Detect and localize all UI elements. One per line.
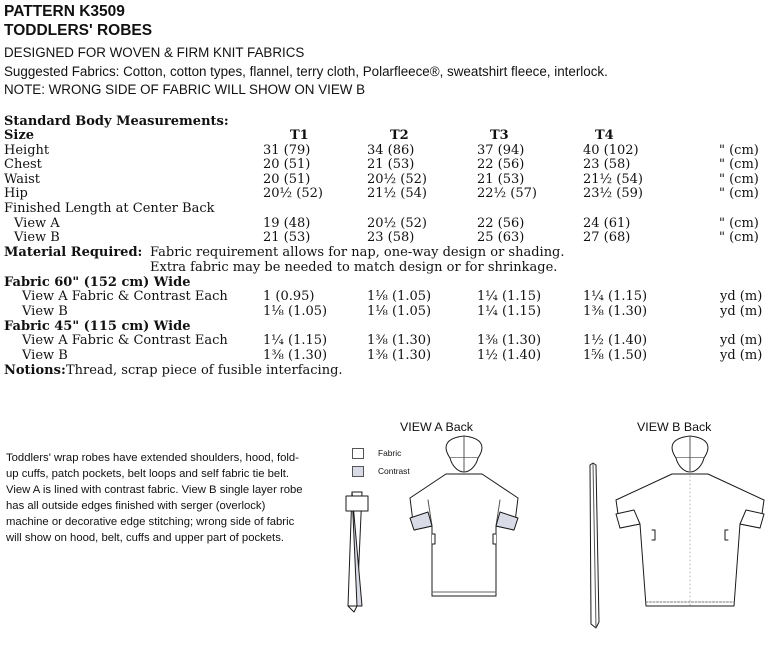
- size-header-t2: T2: [390, 128, 409, 143]
- row-value: 24 (61): [583, 215, 631, 231]
- row-label: View A Fabric & Contrast Each: [22, 289, 228, 305]
- row-label: View B: [22, 347, 68, 363]
- row-value: 1⅜ (1.30): [367, 333, 432, 349]
- row-value: 22½ (57): [477, 186, 537, 202]
- pattern-description: Toddlers' wrap robes have extended shoulders, hood, fold-up cuffs, patch pockets, belt loops and self fabric tie belt. View A is lined with contrast fabric. View B single layer robe has all outside edges finished with serger (overlock) machine or decorative edge stitching; wrong side of fabric will show on hood, belt, cuffs and upper part of pockets.: [6, 452, 303, 544]
- row-value: 20 (51): [263, 157, 311, 173]
- row-value: 31 (79): [263, 142, 311, 158]
- row-unit: yd (m): [720, 289, 763, 305]
- row-label: Hip: [4, 186, 28, 202]
- row-value: 1¼ (1.15): [583, 289, 648, 305]
- row-label: View A Fabric & Contrast Each: [22, 333, 228, 349]
- pattern-name: TODDLERS' ROBES: [4, 22, 153, 39]
- row-value: 1⅛ (1.05): [263, 303, 328, 319]
- row-label: Height: [4, 142, 50, 158]
- row-value: 27 (68): [583, 230, 631, 246]
- view-a-back-label: VIEW A Back: [400, 420, 473, 434]
- row-label: View A: [14, 215, 60, 231]
- row-value: 1⅜ (1.30): [367, 347, 432, 363]
- size-header-t1: T1: [290, 128, 309, 143]
- row-value: 1⅛ (1.05): [367, 289, 432, 305]
- finished-length-heading: Finished Length at Center Back: [4, 201, 215, 216]
- row-unit: yd (m): [720, 333, 763, 349]
- row-value: 20½ (52): [367, 171, 427, 187]
- legend-contrast-label: Contrast: [378, 466, 410, 476]
- size-label: Size: [4, 128, 34, 143]
- row-value: 21½ (54): [367, 186, 427, 202]
- material-text-2: Extra fabric may be needed to match design or for shrinkage.: [150, 259, 558, 275]
- row-unit: " (cm): [719, 230, 759, 246]
- size-header-t3: T3: [490, 128, 509, 143]
- row-unit: yd (m): [720, 347, 763, 363]
- row-unit: " (cm): [719, 142, 759, 158]
- measurements-heading: Standard Body Measurements:: [4, 114, 229, 129]
- row-value: 1⅜ (1.30): [263, 347, 328, 363]
- row-label: View B: [22, 303, 68, 319]
- row-value: 1¼ (1.15): [477, 303, 542, 319]
- row-value: 25 (63): [477, 230, 525, 246]
- fabric-note: NOTE: WRONG SIDE OF FABRIC WILL SHOW ON VIEW B: [4, 82, 366, 97]
- notions-text: Thread, scrap piece of fusible interfacing.: [66, 362, 343, 378]
- row-value: 34 (86): [367, 142, 415, 158]
- row-value: 23 (58): [583, 157, 631, 173]
- pattern-number: PATTERN K3509: [4, 3, 125, 20]
- robe-view-a-back-illustration: [410, 436, 518, 596]
- designed-for: DESIGNED FOR WOVEN & FIRM KNIT FABRICS: [4, 45, 305, 60]
- row-unit: " (cm): [719, 157, 759, 173]
- row-unit: " (cm): [719, 186, 759, 202]
- row-value: 1⅛ (1.05): [367, 303, 432, 319]
- fabric45-heading: Fabric 45" (115 cm) Wide: [4, 318, 191, 334]
- row-value: 20 (51): [263, 171, 311, 187]
- row-value: 1⅜ (1.30): [583, 303, 648, 319]
- row-value: 1½ (1.40): [583, 333, 648, 349]
- row-value: 1⅜ (1.30): [477, 333, 542, 349]
- row-value: 37 (94): [477, 142, 525, 158]
- row-value: 22 (56): [477, 215, 525, 231]
- view-b-back-label: VIEW B Back: [637, 420, 712, 434]
- belt-view-b-illustration: [590, 463, 599, 628]
- row-value: 19 (48): [263, 215, 311, 231]
- row-unit: " (cm): [719, 215, 759, 231]
- row-value: 21 (53): [477, 171, 525, 187]
- row-label: View B: [14, 230, 60, 246]
- row-value: 1 (0.95): [263, 289, 315, 305]
- row-unit: yd (m): [720, 303, 763, 319]
- row-value: 1½ (1.40): [477, 347, 542, 363]
- row-value: 22 (56): [477, 157, 525, 173]
- row-value: 1¼ (1.15): [477, 289, 542, 305]
- material-text-1: Fabric requirement allows for nap, one-way design or shading.: [150, 245, 565, 260]
- row-value: 1⅝ (1.50): [583, 347, 648, 363]
- row-value: 23½ (59): [583, 186, 643, 202]
- row-value: 21 (53): [367, 157, 415, 173]
- row-value: 1¼ (1.15): [263, 333, 328, 349]
- material-label: Material Required:: [4, 245, 143, 260]
- row-value: 20½ (52): [263, 186, 323, 202]
- size-header-t4: T4: [595, 128, 614, 143]
- row-label: Chest: [4, 157, 42, 173]
- row-value: 23 (58): [367, 230, 415, 246]
- fabric60-heading: Fabric 60" (152 cm) Wide: [4, 274, 191, 290]
- notions-label: Notions:: [4, 362, 66, 378]
- row-value: 40 (102): [583, 142, 639, 158]
- row-unit: " (cm): [719, 171, 759, 187]
- row-value: 20½ (52): [367, 215, 427, 231]
- belt-view-a-illustration: [346, 492, 368, 612]
- row-value: 21 (53): [263, 230, 311, 246]
- suggested-fabrics: Suggested Fabrics: Cotton, cotton types, flannel, terry cloth, Polarfleece®, sweatshirt fleece, interlock.: [4, 63, 608, 79]
- row-label: Waist: [4, 171, 41, 187]
- legend-fabric-label: Fabric: [378, 448, 402, 458]
- row-value: 21½ (54): [583, 171, 643, 187]
- robe-view-b-back-illustration: [616, 436, 764, 606]
